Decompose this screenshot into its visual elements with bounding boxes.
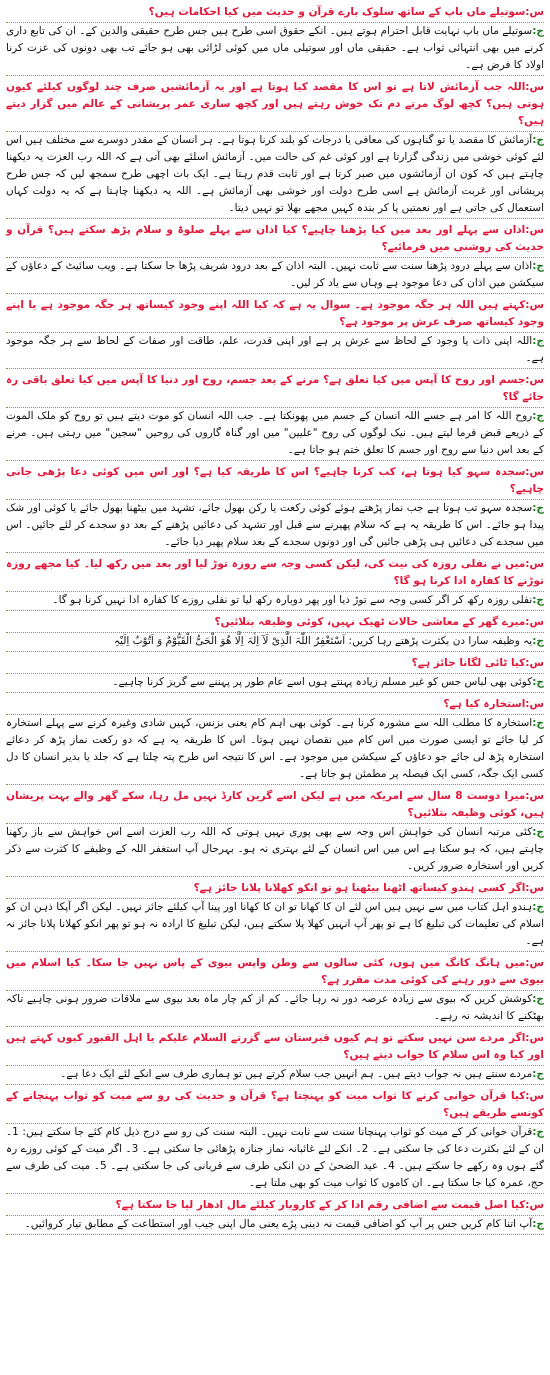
answer-prefix: ج:	[532, 134, 544, 146]
question	[6, 955, 544, 991]
answer	[6, 23, 544, 76]
question-prefix: س:	[525, 224, 544, 236]
question-text: میں ہانگ کانگ میں ہوں، کئی سالوں سے وطن واپس بیوی کے پاس نہیں جا سکا۔ کیا اسلام میں بیوی سے دور رہنے کی کوئی مدت مقرر ہے؟	[6, 957, 544, 986]
answer	[6, 824, 544, 877]
answer-text: آزمائش کا مقصد یا تو گناہوں کی معافی یا درجات کو بلند کرنا ہوتا ہے۔ ہر انسان کے مقدر دوسرے سے مختلف ہیں اس لئے کوئی خوشی میں زندگی گزارتا ہے اور کوئی غم کی حالت میں۔ آزمائش اسلئے بھی آتی ہے کہ اللہ رب العزت یہ دیکھنا چاہتے ہیں کہ کون ان آزمائشوں میں صبر کرتا ہے اور ثابت قدم رہتا ہے۔ ایک بات اچھی طرح سمجھ لیں کہ جس طرح پریشانی اور غربت آزمائش ہے اسی طرح دولت اور خوشی بھی آزمائش ہے۔ اللہ یہ دیکھنا چاہتا ہے کہ یہ دولت کہاں استعمال کی جاتی ہے اور نعمتیں پا کر بندہ کہیں مجھے بھلا تو نہیں دیتا۔	[6, 134, 544, 214]
question-text: اذان سے پہلے اور بعد میں کیا پڑھنا چاہیے؟ کیا اذان سے پہلے صلوۃ و سلام پڑھ سکتے ہیں؟ قرآن و حدیث کی روشنی میں فرمائیے؟	[6, 224, 544, 253]
answer-prefix: ج:	[532, 1126, 544, 1138]
answer	[6, 1124, 544, 1194]
qa-item	[6, 79, 544, 219]
question-prefix: س:	[525, 558, 544, 570]
question-prefix: س:	[525, 882, 544, 894]
qa-item	[6, 1030, 544, 1085]
qa-item	[6, 955, 544, 1027]
question-text: جسم اور روح کا آپس میں کیا تعلق ہے؟ مرنے کے بعد جسم، روح اور دنیا کا آپس میں کیا تعلق باقی رہ جائے گا؟	[6, 374, 544, 403]
answer-text: قرآن خوانی کر کے میت کو ثواب پہنچانا سنت سے ثابت نہیں۔ البتہ سنت کی رو سے درج ذیل کام کئے جا سکتے ہیں: 1۔ ان کے لئے بکثرت دعا کی جا سکتی ہے۔ 2۔ انکے لئے غائبانہ نماز جنازہ پڑھائی جا سکتی ہے۔ 3۔ اگر میت کے کوئی روزے رہ گئے ہوں وہ رکھے جا سکتے ہیں۔ 4۔ عید الضحیٰ کے دن انکی طرف سے قربانی کی جا سکتی ہے۔ 5۔ میت کی طرف سے حج، عمرہ کیا جا سکتا ہے۔ ان کاموں کا ثواب میت کو بھی ملتا ہے۔	[6, 1126, 545, 1189]
answer-prefix: ج:	[532, 826, 544, 838]
answer-text: کوشش کریں کہ بیوی سے زیادہ عرصہ دور نہ رہا جائے۔ کم از کم چار ماہ بعد بیوی سے ملاقات ضرور ہونی چاہیے تاکہ بھٹکنے کا اندیشہ نہ رہے۔	[6, 993, 544, 1022]
question-prefix: س:	[525, 6, 544, 18]
question-prefix: س:	[525, 1199, 544, 1211]
answer	[6, 899, 544, 952]
question	[6, 1088, 544, 1124]
qa-item	[6, 297, 544, 369]
question-text: کہتے ہیں اللہ ہر جگہ موجود ہے۔ سوال یہ ہے کہ کیا اللہ اپنے وجود کیساتھ ہر جگہ موجود ہے یا اپنے وجود کیساتھ صرف عرش پر موجود ہے؟	[6, 299, 544, 328]
question	[6, 1197, 544, 1216]
qa-item	[6, 696, 544, 785]
answer	[6, 674, 544, 693]
answer-text: ہندو اہل کتاب میں سے نہیں ہیں اس لئے ان کا کھانا تو ان کا کھانا اور پینا آپ کیلئے جائز نہیں۔ لیکن اگر آپکا ذہن ان کو اسلام کی تعلیمات کی تبلیغ کا ہے تو پھر آپ انہیں کھلا پلا سکتے ہیں، لیکن تبلیغ کا ارادہ نہ ہو تو پھر انکو کھلانا پلانا جائز نہ ہے۔	[6, 901, 544, 947]
question-text: اللہ جب آزمائش لاتا ہے تو اس کا مقصد کیا ہوتا ہے اور یہ آزمائشیں صرف چند لوگوں کیلئے کیوں ہوتی ہیں؟ کچھ لوگ مرتے دم تک خوش رہتے ہیں اور کچھ ساری عمر پریشانی کے عالم میں گزار دیتے ہیں؟	[6, 81, 544, 127]
question-text: میں نے نفلی روزہ کی نیت کی، لیکن کسی وجہ سے روزہ توڑ لیا اور بعد میں رکھ لیا۔ کیا مجھے روزہ توڑنے کا کفارہ ادا کرنا ہو گا؟	[6, 558, 544, 587]
answer-text: یہ وظیفہ سارا دن بکثرت پڑھتے رہا کریں: اَسْتَغْفِرُ اللّٰہَ الَّذِیْ لَآ اِلٰہَ اِلَّا ھُوَ الْحَیُّ الْقَیُّوْمُ وَ اَتُوْبُ اِلَیْہِ	[113, 635, 533, 647]
question-prefix: س:	[525, 374, 544, 386]
answer-text: اذان سے پہلے درود پڑھنا سنت سے ثابت نہیں۔ البتہ اذان کے بعد درود شریف پڑھا جا سکتا ہے۔ ویب سائیٹ کے دعاؤں کے سیکشن میں اذان کی دعا موجود ہے وہاں سے یاد کر لیں۔	[6, 260, 544, 289]
answer-text: کوئی بھی لباس جس کو غیر مسلم زیادہ پہنتے ہوں اسے عام طور پر پہننے سے گریز کرنا چاہیے۔	[112, 676, 533, 688]
question	[6, 464, 544, 500]
question-prefix: س:	[525, 657, 544, 669]
answer-prefix: ج:	[532, 502, 544, 514]
answer-prefix: ج:	[532, 1068, 544, 1080]
answer-prefix: ج:	[532, 335, 544, 347]
answer	[6, 633, 544, 652]
answer-prefix: ج:	[532, 993, 544, 1005]
answer-prefix: ج:	[532, 901, 544, 913]
answer-prefix: ج:	[532, 1218, 544, 1230]
answer-text: کئی مرتبہ انسان کی خواہش اس وجہ سے بھی پوری نہیں ہوتی کہ اللہ رب العزت اسے اس خواہش سے باز رکھنا چاہتے ہیں، کہ ہو سکتا ہے اس میں اس انسان کے لئے بہتری نہ ہو۔ بہرحال آپ استغفر اللہ کے وظیفے کا کثرت سے ذکر کریں اور استخارہ ضرور کریں۔	[6, 826, 544, 872]
answer	[6, 1066, 544, 1085]
question-prefix: س:	[525, 1032, 544, 1044]
question-prefix: س:	[525, 616, 544, 628]
answer	[6, 991, 544, 1027]
qa-item	[6, 556, 544, 611]
qa-item	[6, 614, 544, 652]
answer-text: نفلی روزہ رکھ کر اگر کسی وجہ سے توڑ دیا اور پھر دوبارہ رکھ لیا تو نفلی روزے کا کفارہ ادا نہیں کرنا ہو گا۔	[52, 594, 533, 606]
question	[6, 696, 544, 715]
question-text: کیا قرآن خوانی کرنے کا ثواب میت کو پہنچتا ہے؟ قرآن و حدیث کی رو سے میت کو ثواب پہنچانے کے کونسے طریقے ہیں؟	[6, 1090, 544, 1119]
answer-prefix: ج:	[532, 260, 544, 272]
question	[6, 297, 544, 333]
question-prefix: س:	[525, 790, 544, 802]
question-text: کیا ٹائی لگانا جائز ہے؟	[411, 657, 526, 669]
answer	[6, 500, 544, 553]
answer-text: سجدہ سہو تب ہوتا ہے جب نماز پڑھتے ہوئے کوئی رکعت یا رکن بھول جائے، تشہد میں بیٹھنا بھول جائے یا کوئی اور شک پیدا ہو جائے۔ اس کا طریقہ یہ ہے کہ سلام پھیرنے سے قبل اور تشہد کی دعائیں پڑھنے کے بعد دو سجدے کر لئے جائیں۔ اس میں سجدے کی دعائیں ہی پڑھی جائیں گی اور دونوں سجدے کے بعد سلام پھیر دیا جائے۔	[6, 502, 544, 548]
answer-text: روح اللہ کا امر ہے جسے اللہ انسان کے جسم میں پھونکتا ہے۔ جب اللہ انسان کو موت دیتے ہیں تو روح کو ملک الموت کے ذریعے قبض فرما لیتے ہیں۔ نیک لوگوں کی روح "علیین" میں اور گناہ گاروں کی روحیں "سجین" میں رہتی ہیں۔ مرنے کے بعد اس دنیا سے روح اور جسم کا تعلق ختم ہو جاتا ہے۔	[6, 410, 544, 456]
question-prefix: س:	[525, 299, 544, 311]
answer	[6, 1216, 544, 1235]
qa-item	[6, 222, 544, 294]
question-text: سوتیلے ماں باپ کے ساتھ سلوک بارے قرآن و حدیث میں کیا احکامات ہیں؟	[148, 6, 526, 18]
question-text: اگر مردے سن نہیں سکتے تو ہم کیوں قبرستان سے گزرتے السلام علیکم یا اہل القبور کیوں کہتے ہیں اور کیا وہ اس سلام کا جواب دیتے ہیں؟	[6, 1032, 544, 1061]
answer-text: سوتیلے ماں باپ نہایت قابل احترام ہوتے ہیں۔ انکے حقوق اسی طرح ہیں جس طرح حقیقی والدین کے۔ ان کی تابع داری کرنے میں بھی انتہائی ثواب ہے۔ حقیقی ماں اور سوتیلی ماں میں کوئی لڑائی بھی ہو جائے تب بھی دونوں کی عزت کرنا اولاد کا فرض ہے۔	[6, 25, 544, 71]
question	[6, 880, 544, 899]
question	[6, 1030, 544, 1066]
answer-text: مردے سنتے ہیں نہ جواب دیتے ہیں۔ ہم انہیں جب سلام کرتے ہیں تو ہماری طرف سے انکے لئے ایک دعا ہے۔	[60, 1068, 533, 1080]
question	[6, 556, 544, 592]
question	[6, 222, 544, 258]
answer	[6, 258, 544, 294]
question-prefix: س:	[525, 957, 544, 969]
question-prefix: س:	[525, 1090, 544, 1102]
answer-prefix: ج:	[532, 717, 544, 729]
qa-item	[6, 372, 544, 461]
qa-item	[6, 4, 544, 76]
question	[6, 655, 544, 674]
question-text: استخارہ کیا ہے؟	[443, 698, 526, 710]
qa-item	[6, 464, 544, 553]
answer	[6, 592, 544, 611]
question	[6, 372, 544, 408]
answer-prefix: ج:	[532, 25, 544, 37]
qa-item	[6, 1197, 544, 1235]
question-prefix: س:	[525, 81, 544, 93]
answer-prefix: ج:	[532, 594, 544, 606]
answer	[6, 333, 544, 369]
qa-item	[6, 655, 544, 693]
answer	[6, 715, 544, 785]
question	[6, 614, 544, 633]
question-text: سجدہ سہو کیا ہوتا ہے، کب کرنا چاہیے؟ اس کا طریقہ کیا ہے؟ اور اس میں کوئی دعا پڑھی جانی چاہیے؟	[6, 466, 544, 495]
qa-item	[6, 1088, 544, 1194]
question-text: میرے گھر کے معاشی حالات ٹھیک نہیں، کوئی وظیفہ بتلائیں؟	[214, 616, 526, 628]
qa-item	[6, 788, 544, 877]
question-text: اگر کسی ہندو کیساتھ اٹھنا بیٹھنا ہو تو انکو کھلانا پلانا جائز ہے؟	[193, 882, 526, 894]
question	[6, 79, 544, 132]
question-text: میرا دوست 8 سال سے امریکہ میں ہے لیکن اسے گرین کارڈ نہیں مل رہا، سکے گھر والے بہت پریشان ہیں، کوئی وظیفہ بتلائیں؟	[6, 790, 544, 819]
question	[6, 788, 544, 824]
question-prefix: س:	[525, 466, 544, 478]
answer-text: استخارہ کا مطلب اللہ سے مشورہ کرنا ہے۔ کوئی بھی اہم کام یعنی بزنس، کہیں شادی وغیرہ کرنے سے پہلے استخارہ کر لیا جائے تو ایسی صورت میں اس کام میں نقصان نہیں ہوتا۔ اس کا طریقہ یہ ہے کہ دو رکعت نماز پڑھ کر دعائے استخارہ پڑھ لی جائے جو دعاؤں کے سیکشن میں موجود ہے۔ اس کا نتیجہ اس طرح پتہ چلتا ہے کہ جلد یا بدیر انسان کا دل کسی ایک جگہ، کسی ایک فیصلہ پر مطمئن ہو جاتا ہے۔	[6, 717, 544, 780]
answer-prefix: ج:	[532, 676, 544, 688]
answer-prefix: ج:	[532, 410, 544, 422]
answer-prefix: ج:	[532, 635, 544, 647]
answer-text: آپ اتنا کام کریں جس پر آپ کو اضافی قیمت نہ دینی پڑے یعنی مال اپنی جیب اور استطاعت کے مطابق تیار کروائیں۔	[24, 1218, 533, 1230]
question-prefix: س:	[525, 698, 544, 710]
question	[6, 4, 544, 23]
answer	[6, 132, 544, 219]
qa-item	[6, 880, 544, 952]
answer-text: اللہ اپنی ذات یا وجود کے لحاظ سے عرش پر ہے اور اپنی قدرت، علم، طاقت اور صفات کے لحاظ سے ہر جگہ موجود ہے۔	[6, 335, 544, 364]
question-text: کیا اصل قیمت سے اضافی رقم ادا کر کے کاروبار کیلئے مال ادھار لیا جا سکتا ہے؟	[115, 1199, 526, 1211]
answer	[6, 408, 544, 461]
